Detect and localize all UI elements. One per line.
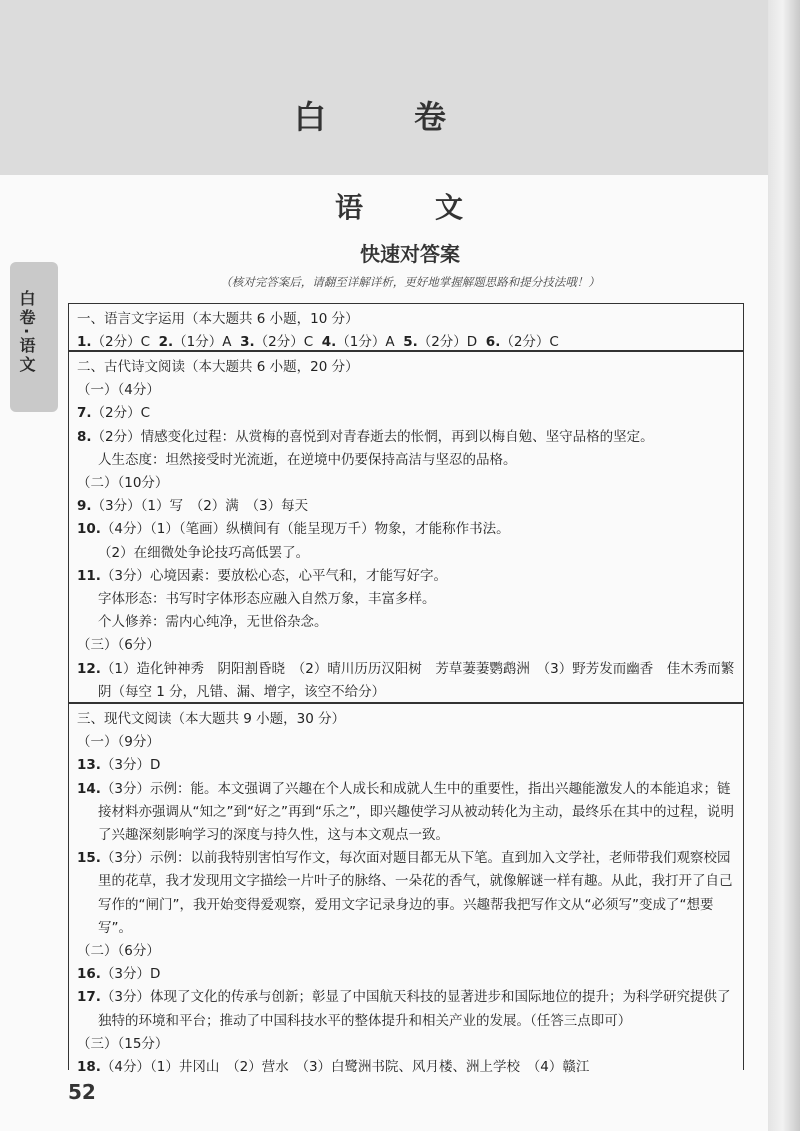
item-number: 15. (77, 850, 101, 867)
item-number: 7. (77, 405, 92, 422)
item-number: 2. (158, 334, 174, 351)
book-spine (768, 0, 800, 1131)
item-number: 3. (240, 334, 255, 351)
side-tab-label: 白卷·语文 (17, 290, 36, 376)
item-answer: （3分）D (100, 966, 161, 983)
subsection-label: （二）（6分） (77, 943, 160, 960)
subject-title: 语 文 (334, 191, 485, 224)
answer-line (77, 963, 735, 986)
item-answer: （3分）体现了文化的传承与创新；彰显了中国航天科技的显著进步和国际地位的提升；为科学研究提供了独特的环境和平台；推动了中国科技水平的整体提升和相关产业的发展。（任答三点即可） (98, 989, 731, 1029)
item-number: 14. (77, 780, 101, 797)
item-answer: （4分）（1）井冈山 （2）营水 （3）白鹭洲书院、风月楼、洲上学校 （4）赣江 (100, 1059, 590, 1076)
item-number: 4. (321, 334, 337, 351)
item-answer: （2分）D (417, 334, 478, 351)
answer-line (77, 658, 735, 704)
item-answer: （2分）C (254, 334, 314, 351)
answer-continuation: 字体形态：书写时字体形态应融入自然万象，丰富多样。 (98, 591, 436, 608)
item-answer: （2分）C (500, 334, 559, 351)
section-language-use (68, 303, 744, 351)
item-number: 18. (77, 1059, 101, 1076)
answer-line (77, 402, 735, 425)
answer-line (77, 518, 735, 541)
section-classical-reading (68, 351, 744, 703)
subsection-label: （三）（6分） (77, 637, 160, 654)
item-answer: （3分）（1）写 （2）满 （3）每天 (91, 498, 309, 515)
subsection-label: （一）（4分） (77, 382, 160, 399)
item-answer: （2分）情感变化过程：从赏梅的喜悦到对青春逝去的怅惘，再到以梅自勉、坚守品格的坚定。 (91, 428, 654, 445)
answer-line (77, 778, 735, 848)
answer-continuation: 人生态度：坦然接受时光流逝，在逆境中仍要保持高洁与坚忍的品格。 (98, 451, 517, 468)
answer-continuation: （2）在细微处争论技巧高低罢了。 (98, 544, 310, 561)
item-number: 8. (77, 428, 92, 445)
answer-line (77, 986, 735, 1032)
section-heading: 三、现代文阅读（本大题共 9 小题，30 分） (77, 711, 346, 727)
item-answer: （3分）心境因素：要放松心态，心平气和，才能写好字。 (100, 567, 448, 584)
item-number: 17. (77, 989, 101, 1006)
hint-text: （核对完答案后，请翻至详解详析，更好地掌握解题思路和提分技法哦！） (220, 275, 600, 289)
item-answer: （2分）C (91, 405, 151, 422)
item-number: 1. (77, 334, 92, 351)
subsection-label: （二）（10分） (77, 475, 169, 492)
answer-line (77, 754, 735, 777)
item-number: 9. (77, 498, 92, 515)
page-number: 52 (68, 1080, 96, 1104)
item-answer: （3分）示例：能。本文强调了兴趣在个人成长和成就人生中的重要性，指出兴趣能激发人的本能追求；链接材料亦强调从“知之”到“好之”再到“乐之”，即兴趣使学习从被动转化为主动，最终乐在其中的过程，说明了兴趣深刻影响学习的深度与持久性，这与本文观点一致。 (98, 780, 734, 844)
section-heading: 二、古代诗文阅读（本大题共 6 小题，20 分） (77, 359, 359, 375)
item-answer: （3分）D (100, 757, 161, 774)
item-number: 16. (77, 966, 101, 983)
section-heading: 一、语言文字运用（本大题共 6 小题，10 分） (77, 311, 359, 327)
item-answer: （1分）A (336, 334, 395, 351)
answer-continuation: 个人修养：需内心纯净，无世俗杂念。 (98, 614, 328, 631)
subsection-label: （一）（9分） (77, 734, 160, 751)
item-number: 10. (77, 521, 101, 538)
answer-key-title: 快速对答案 (360, 242, 460, 266)
subsection-label: （三）（15分） (77, 1035, 169, 1052)
item-answer: （1分）A (173, 334, 232, 351)
item-answer: （3分）示例：以前我特别害怕写作文，每次面对题目都无从下笔。直到加入文学社，老师带我们观察校园里的花草，我才发现用文字描绘一片叶子的脉络、一朵花的香气，就像解谜一样有趣。从此，我打开了自己写作的“闸门”，我开始变得爱观察，爱用文字记录身边的事。兴趣帮我把写作文从“必须写”变成了“想要写”。 (98, 850, 733, 936)
item-answer: （1）造化钟神秀 阴阳割昏晓 （2）晴川历历汉阳树 芳草萋萋鹦鹉洲 （3）野芳发而幽香 佳木秀而繁阴（每空 1 分，凡错、漏、增字，该空不给分） (98, 660, 735, 700)
item-answer: （2分）C (91, 334, 151, 351)
answer-line (77, 495, 735, 518)
section-modern-reading (68, 703, 744, 1076)
volume-title: 白 卷 (293, 98, 474, 136)
item-number: 5. (403, 334, 418, 351)
item-number: 11. (77, 567, 101, 584)
answer-line (77, 847, 735, 940)
answer-line (77, 565, 735, 588)
answer-line (77, 1056, 735, 1079)
header-band (0, 0, 768, 175)
item-number: 12. (77, 660, 101, 677)
item-number: 6. (485, 334, 501, 351)
item-number: 13. (77, 757, 101, 774)
answer-line (77, 426, 735, 449)
item-answer: （4分）（1）（笔画）纵横间有（能呈现万千）物象，才能称作书法。 (100, 521, 510, 538)
